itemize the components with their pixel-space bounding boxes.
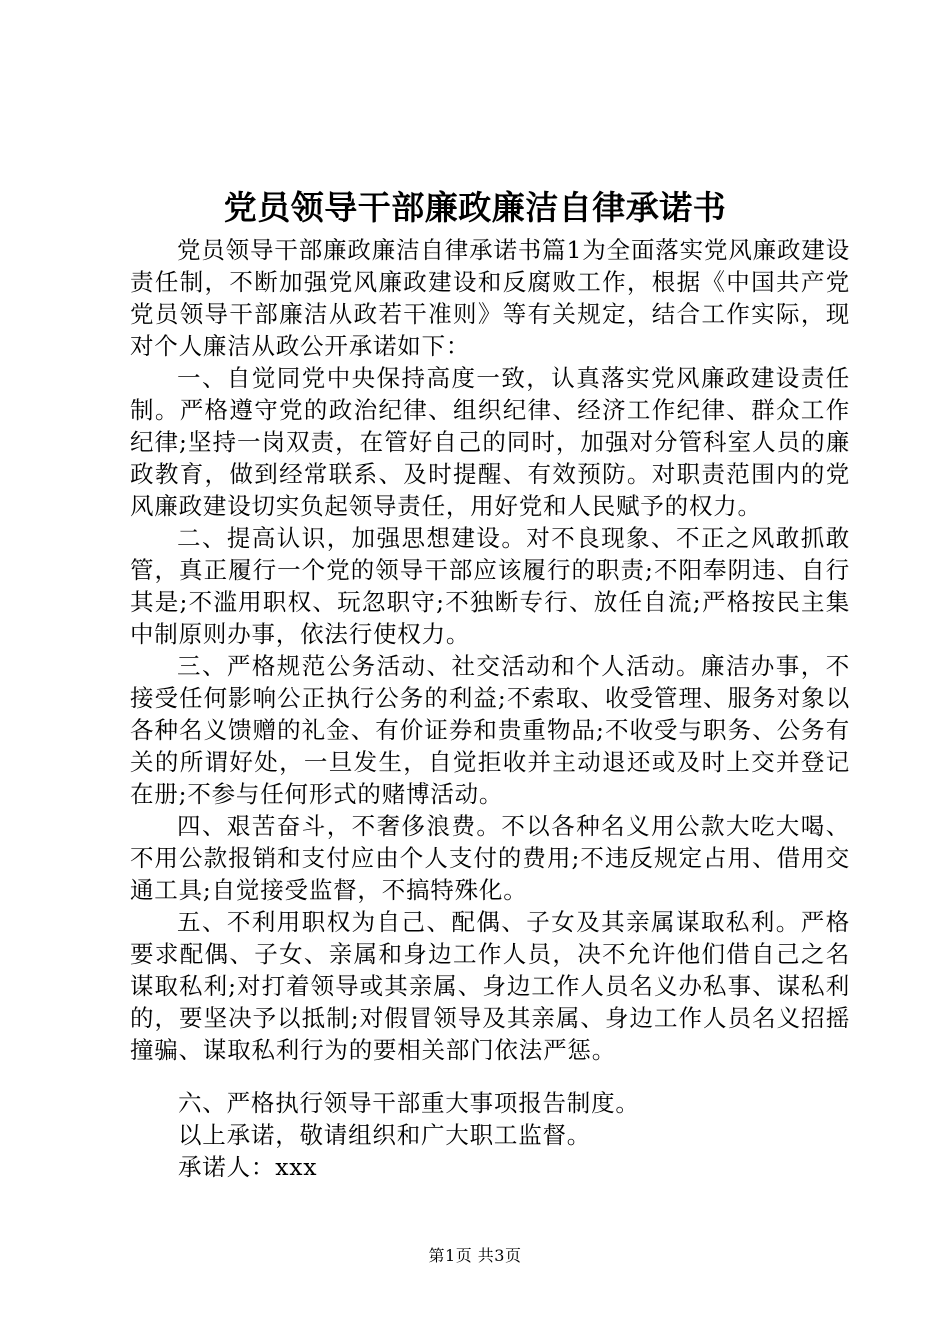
commitment-paragraph-4: 四、艰苦奋斗，不奢侈浪费。不以各种名义用公款大吃大喝、不用公款报销和支付应由个人支付的费用;不违反规定占用、借用交通工具;自觉接受监督，不搞特殊化。 [130,812,850,904]
signatory-line: 承诺人：xxx [178,1153,318,1181]
commitment-paragraph-5: 五、不利用职权为自己、配偶、子女及其亲属谋取私利。严格要求配偶、子女、亲属和身边工作人员，决不允许他们借自己之名谋取私利;对打着领导或其亲属、身边工作人员名义办私事、谋私利的，要坚决予以抵制;对假冒领导及其亲属、身边工作人员名义招摇撞骗、谋取私利行为的要相关部门依法严惩。 [130,908,850,1064]
commitment-paragraph-6: 六、严格执行领导干部重大事项报告制度。 [178,1089,640,1117]
intro-paragraph: 党员领导干部廉政廉洁自律承诺书篇1为全面落实党风廉政建设责任制，不断加强党风廉政建设和反腐败工作，根据《中国共产党党员领导干部廉洁从政若干准则》等有关规定，结合工作实际，现对个人廉洁从政公开承诺如下： [130,236,850,360]
closing-section [178,1087,850,1183]
page-number-footer: 第1页 共3页 [428,1246,522,1265]
commitment-paragraph-3: 三、严格规范公务活动、社交活动和个人活动。廉洁办事，不接受任何影响公正执行公务的利益;不索取、收受管理、服务对象以各种名义馈赠的礼金、有价证券和贵重物品;不收受与职务、公务有关的所谓好处，一旦发生，自觉拒收并主动退还或及时上交并登记在册;不参与任何形式的赌博活动。 [130,652,850,808]
commitment-paragraph-2: 二、提高认识，加强思想建设。对不良现象、不正之风敢抓敢管，真正履行一个党的领导干部应该履行的职责;不阳奉阴违、自行其是;不滥用职权、玩忽职守;不独断专行、放任自流;严格按民主集中制原则办事，依法行使权力。 [130,524,850,648]
commitment-paragraph-1: 一、自觉同党中央保持高度一致，认真落实党风廉政建设责任制。严格遵守党的政治纪律、组织纪律、经济工作纪律、群众工作纪律;坚持一岗双责，在管好自己的同时，加强对分管科室人员的廉政教育，做到经常联系、及时提醒、有效预防。对职责范围内的党风廉政建设切实负起领导责任，用好党和人民赋予的权力。 [130,364,850,520]
closing-statement: 以上承诺，敬请组织和广大职工监督。 [178,1121,592,1149]
document-title: 党员领导干部廉政廉洁自律承诺书 [223,188,727,227]
document-body [130,234,850,1066]
